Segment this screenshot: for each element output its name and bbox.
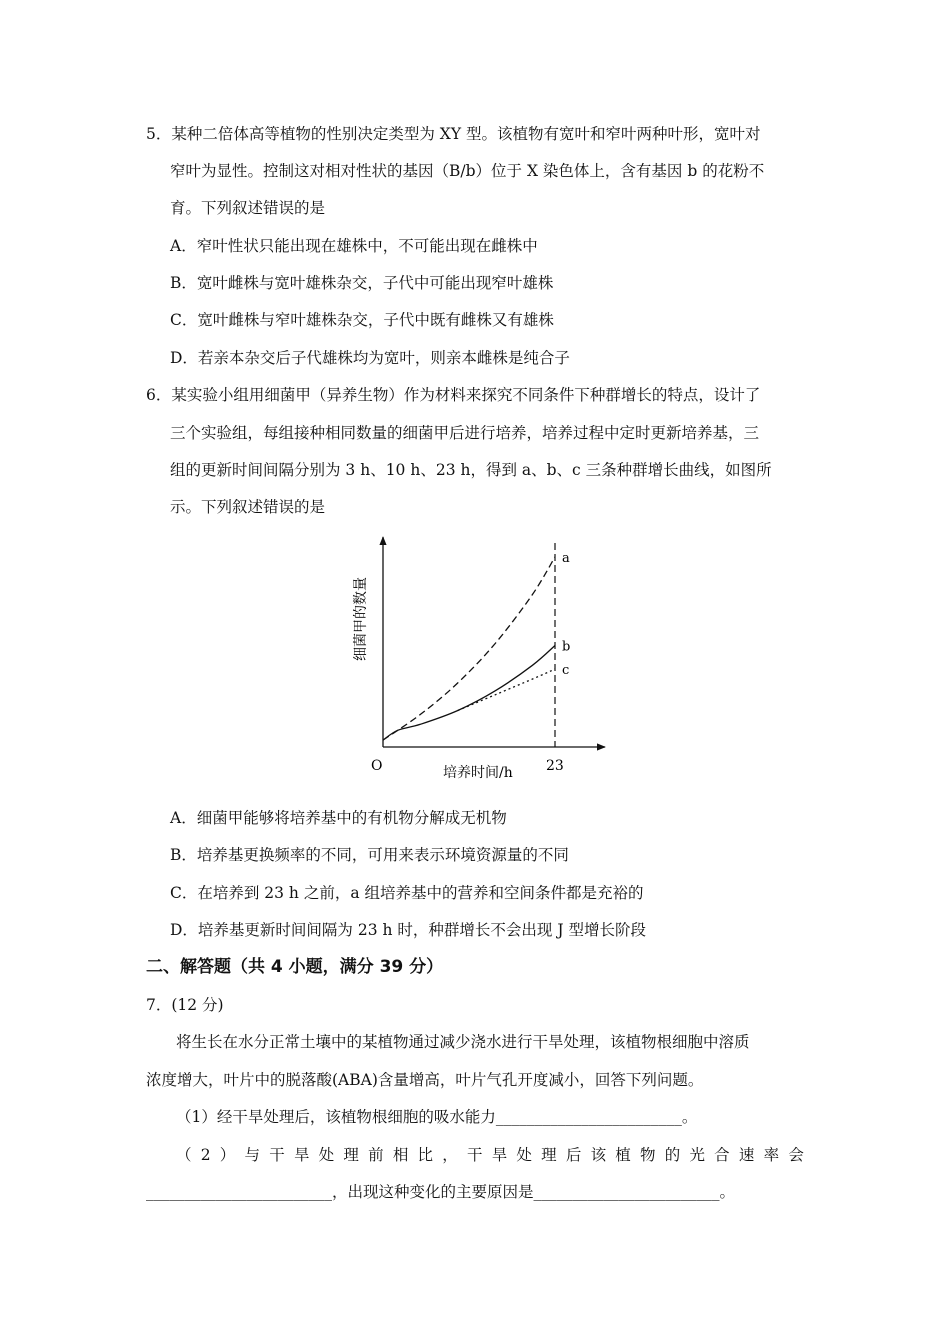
q7-sub2-line-1: （ 2 ） 与 干 旱 处 理 前 相 比 ， 干 旱 处 理 后 该 植 物 的 光 合 速 率 会: [176, 1146, 804, 1164]
q5-stem-line-1: 5．某种二倍体高等植物的性别决定类型为 XY 型。该植物有宽叶和窄叶两种叶形，宽叶对: [146, 125, 761, 143]
q6-option-b: B．培养基更换频率的不同，可用来表示环境资源量的不同: [170, 846, 569, 864]
q5-option-d: D．若亲本杂交后子代雄株均为宽叶，则亲本雌株是纯合子: [170, 349, 570, 367]
origin-label: O: [371, 758, 383, 774]
q6-stem-line-2: 三个实验组，每组接种相同数量的细菌甲后进行培养，培养过程中定时更新培养基，三: [170, 424, 760, 442]
q5-option-b: B．宽叶雌株与宽叶雄株杂交，子代中可能出现窄叶雄株: [170, 274, 554, 292]
x-axis-label: 培养时间/h: [443, 765, 513, 781]
section-heading: 二、解答题（共 4 小题，满分 39 分）: [146, 957, 444, 977]
q6-stem-line-4: 示。下列叙述错误的是: [170, 498, 326, 516]
q5-option-a: A．窄叶性状只能出现在雄株中，不可能出现在雌株中: [170, 237, 538, 255]
x-tick-label-23: 23: [546, 758, 564, 774]
y-axis-label: 细菌甲的数量: [353, 577, 369, 661]
q7-sub2-line-2: ________________________，出现这种变化的主要原因是________________________。: [146, 1183, 736, 1201]
q5-stem-line-2: 窄叶为显性。控制这对相对性状的基因（B/b）位于 X 染色体上，含有基因 b 的花粉不: [170, 162, 765, 180]
curve-a-label: a: [562, 550, 570, 566]
curve-b-label: b: [562, 639, 571, 655]
curve-a: [383, 557, 555, 740]
q5-option-c: C．宽叶雌株与窄叶雄株杂交，子代中既有雌株又有雄株: [170, 311, 554, 329]
curve-c-label: c: [562, 663, 570, 679]
population-growth-chart: [340, 525, 630, 787]
q6-option-a: A．细菌甲能够将培养基中的有机物分解成无机物: [170, 809, 507, 827]
q7-number: 7．(12 分): [146, 996, 224, 1014]
q7-sub1: （1）经干旱处理后，该植物根细胞的吸水能力________________________。: [176, 1108, 698, 1126]
q6-option-d: D．培养基更新时间间隔为 23 h 时，种群增长不会出现 J 型增长阶段: [170, 921, 646, 939]
q6-stem-line-3: 组的更新时间间隔分别为 3 h、10 h、23 h，得到 a、b、c 三条种群增长曲线，如图所: [170, 461, 772, 479]
q7-para-line-1: 将生长在水分正常土壤中的某植物通过减少浇水进行干旱处理，该植物根细胞中溶质: [176, 1033, 750, 1051]
q6-stem-line-1: 6．某实验小组用细菌甲（异养生物）作为材料来探究不同条件下种群增长的特点，设计了: [146, 386, 761, 404]
q6-option-c: C．在培养到 23 h 之前，a 组培养基中的营养和空间条件都是充裕的: [170, 884, 644, 902]
curve-c: [458, 669, 555, 710]
curve-b: [383, 646, 555, 741]
q7-para-line-2: 浓度增大，叶片中的脱落酸(ABA)含量增高，叶片气孔开度减小，回答下列问题。: [146, 1071, 704, 1089]
q5-stem-line-3: 育。下列叙述错误的是: [170, 199, 326, 217]
